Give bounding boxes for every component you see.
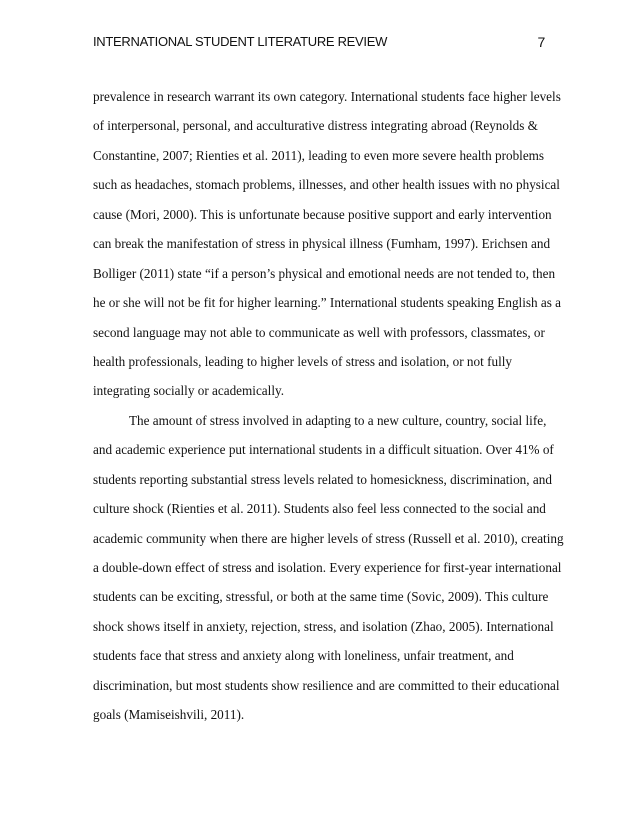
text-line: students reporting substantial stress levels related to homesickness, discrimination, and	[93, 471, 552, 487]
text-line: can break the manifestation of stress in physical illness (Fumham, 1997). Erichsen and	[93, 236, 551, 252]
running-head	[93, 34, 545, 54]
text-line: shock shows itself in anxiety, rejection, stress, and isolation (Zhao, 2005). International	[93, 618, 554, 634]
text-line: second language may not able to communicate as well with professors, classmates, or	[93, 324, 545, 340]
paragraph-1	[93, 87, 562, 411]
text-line: health professionals, leading to higher levels of stress and isolation, or not fully	[93, 353, 512, 369]
text-line: culture shock (Rienties et al. 2011). Students also feel less connected to the social and	[93, 501, 546, 517]
text-line: and academic experience put international students in a difficult situation. Over 41% of	[93, 442, 554, 458]
text-line: prevalence in research warrant its own category. International students face higher levels	[93, 89, 561, 104]
text-line: Constantine, 2007; Rienties et al. 2011), leading to even more severe health problems	[93, 147, 545, 163]
text-line: goals (Mamiseishvili, 2011).	[93, 707, 245, 723]
text-line: Bolliger (2011) state “if a person’s physical and emotional needs are not tended to, then	[93, 265, 556, 281]
body-text	[93, 87, 564, 735]
page-number: 7	[537, 34, 545, 50]
text-line: integrating socially or academically.	[93, 383, 285, 399]
running-title: INTERNATIONAL STUDENT LITERATURE REVIEW	[93, 34, 388, 49]
text-line: students can be exciting, stressful, or both at the same time (Sovic, 2009). This culture	[93, 589, 549, 605]
paragraph-2	[93, 411, 564, 735]
text-line: students face that stress and anxiety along with loneliness, unfair treatment, and	[93, 648, 514, 664]
text-line: The amount of stress involved in adapting to a new culture, country, social life,	[129, 412, 547, 428]
text-line: discrimination, but most students show resilience and are committed to their educational	[93, 677, 560, 693]
text-line: cause (Mori, 2000). This is unfortunate because positive support and early intervention	[93, 206, 552, 222]
text-line: such as headaches, stomach problems, illnesses, and other health issues with no physical	[93, 177, 560, 193]
text-line: of interpersonal, personal, and acculturative distress integrating abroad (Reynolds &	[93, 118, 538, 134]
text-line: academic community when there are higher levels of stress (Russell et al. 2010), creating	[93, 530, 564, 546]
text-line: a double-down effect of stress and isolation. Every experience for first-year international	[93, 560, 562, 575]
text-line: he or she will not be fit for higher learning.” International students speaking English as a	[93, 295, 562, 311]
